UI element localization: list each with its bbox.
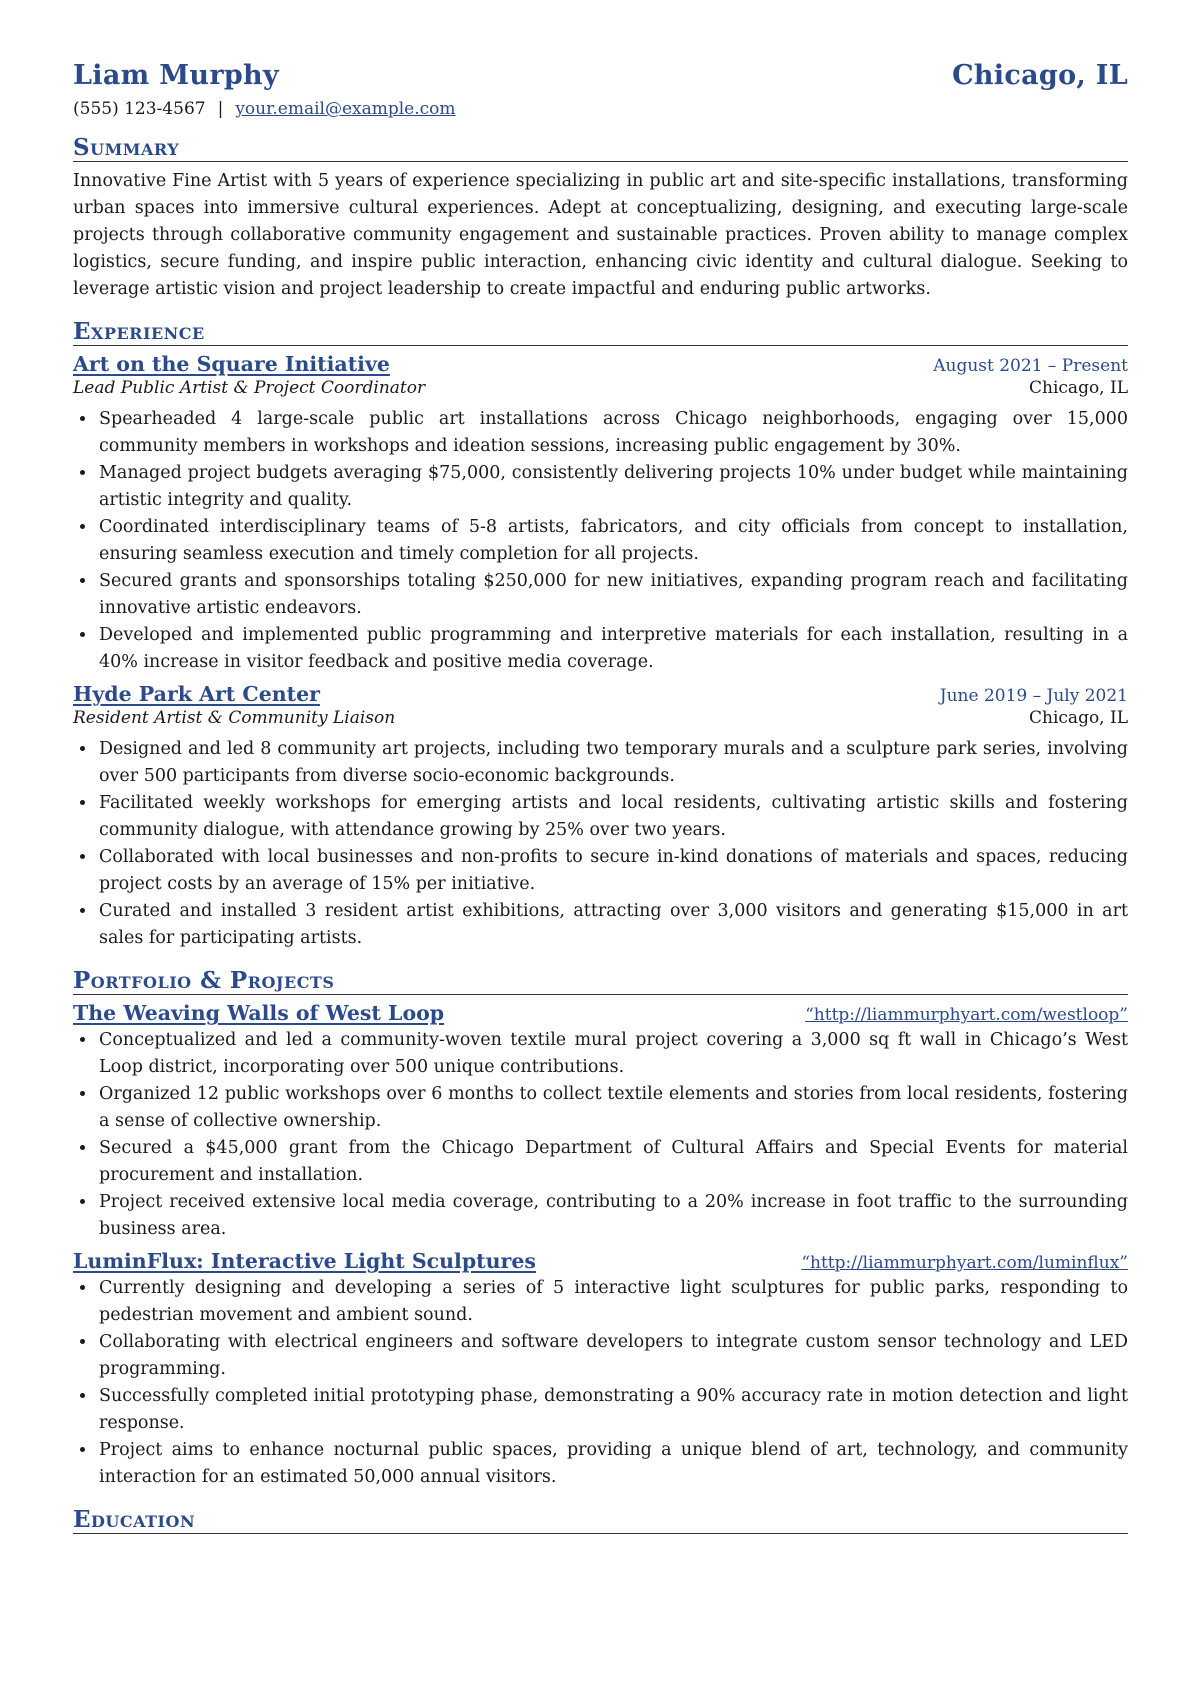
responsibility-list <box>73 406 1128 676</box>
summary-heading: Summary <box>73 135 1128 162</box>
project-detail-list <box>73 1275 1128 1491</box>
list-item: • Project aims to enhance nocturnal public spaces, providing a unique blend of art, technology, and community interaction for an estimated 50,000 annual visitors. <box>97 1437 1128 1491</box>
project-title-link[interactable]: LuminFlux: Interactive Light Sculptures <box>73 1249 536 1273</box>
list-item: • Organized 12 public workshops over 6 months to collect textile elements and stories from local residents, fostering a sense of collective ownership. <box>97 1081 1128 1135</box>
list-item: • Collaborated with local businesses and non-profits to secure in-kind donations of materials and spaces, reducing project costs by an average of 15% per initiative. <box>97 844 1128 898</box>
list-item: • Managed project budgets averaging $75,000, consistently delivering projects 10% under budget while maintaining artistic integrity and quality. <box>97 460 1128 514</box>
employment-dates: June 2019 – July 2021 <box>939 686 1128 706</box>
list-item: • Curated and installed 3 resident artist exhibitions, attracting over 3,000 visitors and generating $15,000 in art sales for participating artists. <box>97 898 1128 952</box>
list-item: • Secured grants and sponsorships totaling $250,000 for new initiatives, expanding program reach and facilitating innovative artistic endeavors. <box>97 568 1128 622</box>
responsibility-list <box>73 736 1128 952</box>
list-item: • Designed and led 8 community art projects, including two temporary murals and a sculpture park series, involving over 500 participants from diverse socio-economic backgrounds. <box>97 736 1128 790</box>
contact-separator: | <box>217 99 224 119</box>
contact-line <box>73 99 1128 119</box>
project-entry <box>73 1249 1128 1491</box>
candidate-name: Liam Murphy <box>73 60 279 91</box>
job-title: Resident Artist & Community Liaison <box>73 708 396 728</box>
list-item: • Currently designing and developing a series of 5 interactive light sculptures for public parks, responding to pedestrian movement and ambient sound. <box>97 1275 1128 1329</box>
portfolio-section <box>73 968 1128 1491</box>
employer-link[interactable]: Hyde Park Art Center <box>73 682 320 706</box>
summary-section <box>73 135 1128 303</box>
employer-link[interactable]: Art on the Square Initiative <box>73 352 390 376</box>
job-location: Chicago, IL <box>1029 708 1128 728</box>
list-item: • Project received extensive local media coverage, contributing to a 20% increase in foot traffic to the surrounding business area. <box>97 1189 1128 1243</box>
list-item: • Collaborating with electrical engineers and software developers to integrate custom sensor technology and LED programming. <box>97 1329 1128 1383</box>
email-link[interactable]: your.email@example.com <box>235 99 456 119</box>
experience-heading: Experience <box>73 319 1128 346</box>
job-location: Chicago, IL <box>1029 378 1128 398</box>
project-title-link[interactable]: The Weaving Walls of West Loop <box>73 1001 445 1025</box>
project-url-link[interactable]: “http://liammurphyart.com/luminflux” <box>801 1253 1128 1273</box>
experience-section <box>73 319 1128 952</box>
project-detail-list <box>73 1027 1128 1243</box>
phone-number: (555) 123-4567 <box>73 99 206 119</box>
education-heading: Education <box>73 1507 1128 1534</box>
list-item: • Facilitated weekly workshops for emerging artists and local residents, cultivating artistic skills and fostering community dialogue, with attendance growing by 25% over two years. <box>97 790 1128 844</box>
list-item: • Conceptualized and led a community-woven textile mural project covering a 3,000 sq ft wall in Chicago’s West Loop district, incorporating over 500 unique contributions. <box>97 1027 1128 1081</box>
job-title: Lead Public Artist & Project Coordinator <box>73 378 426 398</box>
experience-entry <box>73 352 1128 676</box>
resume-header <box>73 60 1128 91</box>
summary-text: Innovative Fine Artist with 5 years of experience specializing in public art and site-specific installations, transforming urban spaces into immersive cultural experiences. Adept at conceptualizing, designing, and executing large-scale projects through collaborative community engagement and sustainable practices. Proven ability to manage complex logistics, secure funding, and inspire public interaction, enhancing civic identity and cultural dialogue. Seeking to leverage artistic vision and project leadership to create impactful and enduring public artworks. <box>73 171 1128 299</box>
list-item: • Coordinated interdisciplinary teams of 5-8 artists, fabricators, and city officials from concept to installation, ensuring seamless execution and timely completion for all projects. <box>97 514 1128 568</box>
candidate-location: Chicago, IL <box>952 60 1128 91</box>
employment-dates: August 2021 – Present <box>933 356 1128 376</box>
project-url-link[interactable]: “http://liammurphyart.com/westloop” <box>805 1005 1128 1025</box>
experience-entry <box>73 682 1128 952</box>
list-item: • Successfully completed initial prototyping phase, demonstrating a 90% accuracy rate in motion detection and light response. <box>97 1383 1128 1437</box>
list-item: • Developed and implemented public programming and interpretive materials for each installation, resulting in a 40% increase in visitor feedback and positive media coverage. <box>97 622 1128 676</box>
education-section <box>73 1507 1128 1534</box>
portfolio-heading: Portfolio & Projects <box>73 968 1128 995</box>
project-entry <box>73 1001 1128 1243</box>
resume-page <box>73 60 1128 1534</box>
list-item: • Spearheaded 4 large-scale public art installations across Chicago neighborhoods, engaging over 15,000 community members in workshops and ideation sessions, increasing public engagement by 30%. <box>97 406 1128 460</box>
list-item: • Secured a $45,000 grant from the Chicago Department of Cultural Affairs and Special Events for material procurement and installation. <box>97 1135 1128 1189</box>
